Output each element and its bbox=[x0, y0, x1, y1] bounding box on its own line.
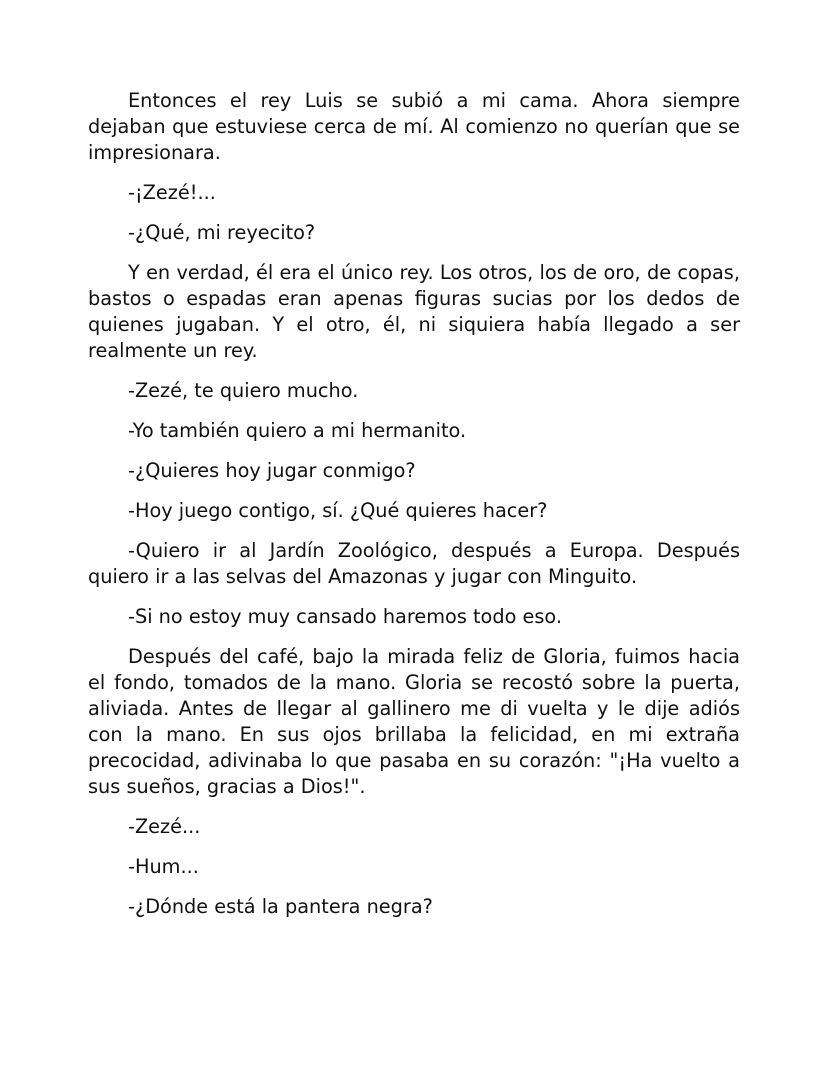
dialogue-line: -Hoy juego contigo, sí. ¿Qué quieres hacer? bbox=[128, 499, 548, 522]
paragraph: Y en verdad, él era el único rey. Los otros, los de oro, de copas, bastos o espadas eran apenas figuras sucias por los dedos de quienes jugaban. Y el otro, él, ni siquiera había llegado a ser realmente un rey. bbox=[88, 261, 740, 362]
paragraph: Después del café, bajo la mirada feliz de Gloria, fuimos hacia el fondo, tomados de la mano. Gloria se recostó sobre la puerta, aliviada. Antes de llegar al gallinero me di vuelta y le dije adiós con la mano. En sus ojos brillaba la felicidad, en mi extraña precocidad, adivinaba lo que pasaba en su corazón: "¡Ha vuelto a sus sueños, gracias a Dios!". bbox=[88, 645, 740, 798]
dialogue-line: -¡Zezé!... bbox=[128, 181, 216, 204]
dialogue-line: -¿Quieres hoy jugar conmigo? bbox=[128, 459, 416, 482]
dialogue-line: -Si no estoy muy cansado haremos todo eso. bbox=[128, 605, 563, 628]
dialogue-line: -Zezé, te quiero mucho. bbox=[128, 379, 359, 402]
dialogue-line: -Zezé... bbox=[128, 815, 201, 838]
dialogue-line: -Hum... bbox=[128, 855, 199, 878]
dialogue-line: -¿Qué, mi reyecito? bbox=[128, 221, 316, 244]
dialogue-line: -¿Dónde está la pantera negra? bbox=[128, 895, 433, 918]
paragraph: Entonces el rey Luis se subió a mi cama. Ahora siempre dejaban que estuviese cerca de mí. Al comienzo no querían que se impresionara. bbox=[88, 89, 740, 164]
document-page bbox=[88, 88, 740, 934]
dialogue-line: -Yo también quiero a mi hermanito. bbox=[128, 419, 467, 442]
dialogue-line: -Quiero ir al Jardín Zoológico, después a Europa. Después quiero ir a las selvas del Amazonas y jugar con Minguito. bbox=[88, 539, 740, 588]
